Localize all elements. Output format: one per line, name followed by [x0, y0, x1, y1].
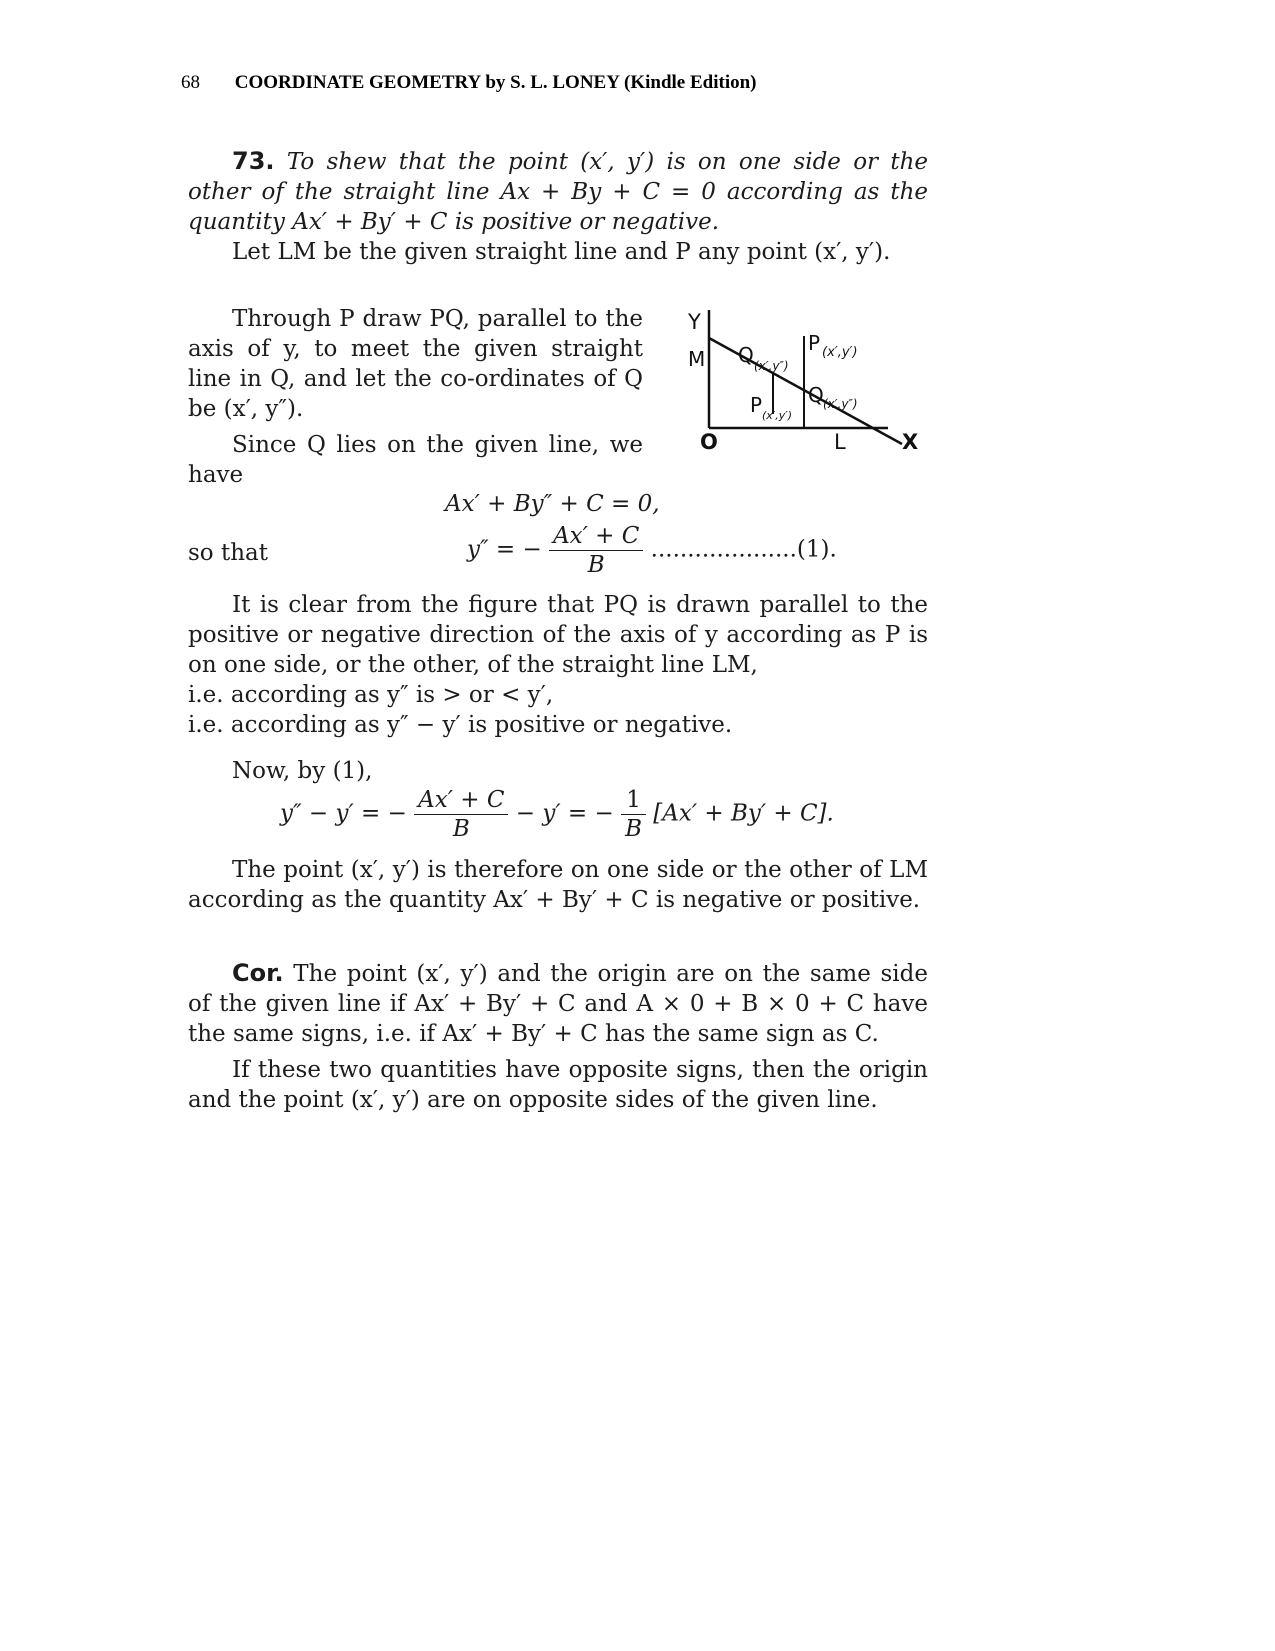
equation-2-numerator: Ax′ + C [549, 522, 643, 551]
paragraph-4-line-2: i.e. according as y″ is > or < y′, [188, 682, 554, 708]
corollary [188, 958, 928, 1049]
label-p-upper-coords: (x′,y′) [822, 345, 858, 360]
equation-3-denominator-1: B [452, 816, 470, 842]
corollary-text: The point (x′, y′) and the origin are on the same side of the given line if Ax′ + By′ + C and A × 0 + B × 0 + C have the same signs, i.e. if Ax′ + By′ + C has the same sign as C. [188, 961, 928, 1047]
label-m: M [688, 347, 706, 371]
label-x: X [902, 430, 919, 454]
paragraph-4-line-1: It is clear from the figure that PQ is drawn parallel to the positive or negative direction of the axis of y according as P is on one side, or the other, of the straight line LM, [188, 592, 928, 678]
paragraph-5-block [188, 855, 928, 915]
equation-2-tail: ....................(1). [650, 536, 837, 563]
label-y: Y [688, 310, 701, 334]
equation-3-middle: − y′ = − [515, 800, 614, 827]
label-q-lower-coords: (x′,y″) [823, 397, 858, 411]
equation-3-denominator-2: B [625, 816, 642, 842]
equation-2-denominator: B [587, 552, 605, 578]
paragraph-6: If these two quantities have opposite signs, then the origin and the point (x′, y′) are on opposite sides of the given line. [188, 1057, 928, 1113]
paragraph-4-line-3: i.e. according as y″ − y′ is positive or negative. [188, 712, 733, 738]
label-p-lower-coords: (x′,y′) [762, 409, 793, 422]
label-q-upper: Q [738, 343, 754, 367]
paragraph-3: Since Q lies on the given line, we have [188, 432, 643, 488]
label-q-lower: Q [808, 383, 824, 407]
equation-2 [467, 522, 837, 579]
section-heading [188, 146, 928, 237]
equation-3-fraction-1 [414, 786, 508, 843]
label-p-upper: P [808, 331, 821, 355]
paragraph-5: The point (x′, y′) is therefore on one side or the other of LM according as the quantity Ax′ + By′ + C is negative or positive. [188, 857, 928, 913]
paragraph-2: Through P draw PQ, parallel to the axis of y, to meet the given straight line in Q, and let the co-ordinates of Q be (x′, y″). [188, 306, 643, 422]
geometry-figure [680, 302, 930, 467]
page-number: 68 [181, 72, 200, 93]
section-intro [188, 146, 928, 267]
so-that-label: so that [188, 540, 268, 566]
equation-3-numerator-2: 1 [621, 786, 646, 815]
corollary-block [188, 958, 928, 1115]
section-title: To shew that the point (x′, y′) is on one side or the other of the straight line Ax + By + C = 0 according as the quantity Ax′ + By′ + C is positive or negative. [188, 149, 929, 235]
paragraph-4-block [188, 590, 928, 786]
equation-2-lhs: y″ = − [467, 536, 542, 563]
section-number: 73. [232, 147, 275, 175]
label-l: L [834, 430, 846, 454]
equation-3-numerator-1: Ax′ + C [414, 786, 508, 815]
now-by-line: Now, by (1), [232, 758, 373, 784]
label-p-lower: P [750, 393, 763, 417]
equation-1: Ax′ + By″ + C = 0, [445, 491, 660, 517]
paragraph-1: Let LM be the given straight line and P any point (x′, y′). [232, 239, 891, 265]
page-header [181, 72, 757, 94]
equation-3 [280, 786, 834, 843]
equation-3-lhs: y″ − y′ = − [280, 800, 407, 827]
figure-side-text [188, 304, 643, 490]
corollary-label: Cor. [232, 959, 284, 987]
equation-3-fraction-2 [621, 786, 646, 843]
equation-2-fraction [549, 522, 643, 579]
equation-3-tail: [Ax′ + By′ + C]. [653, 800, 834, 827]
book-title: COORDINATE GEOMETRY by S. L. LONEY (Kindle Edition) [234, 72, 757, 93]
label-q-upper-coords: (x′,y″) [754, 359, 789, 373]
label-o: O [700, 430, 718, 454]
